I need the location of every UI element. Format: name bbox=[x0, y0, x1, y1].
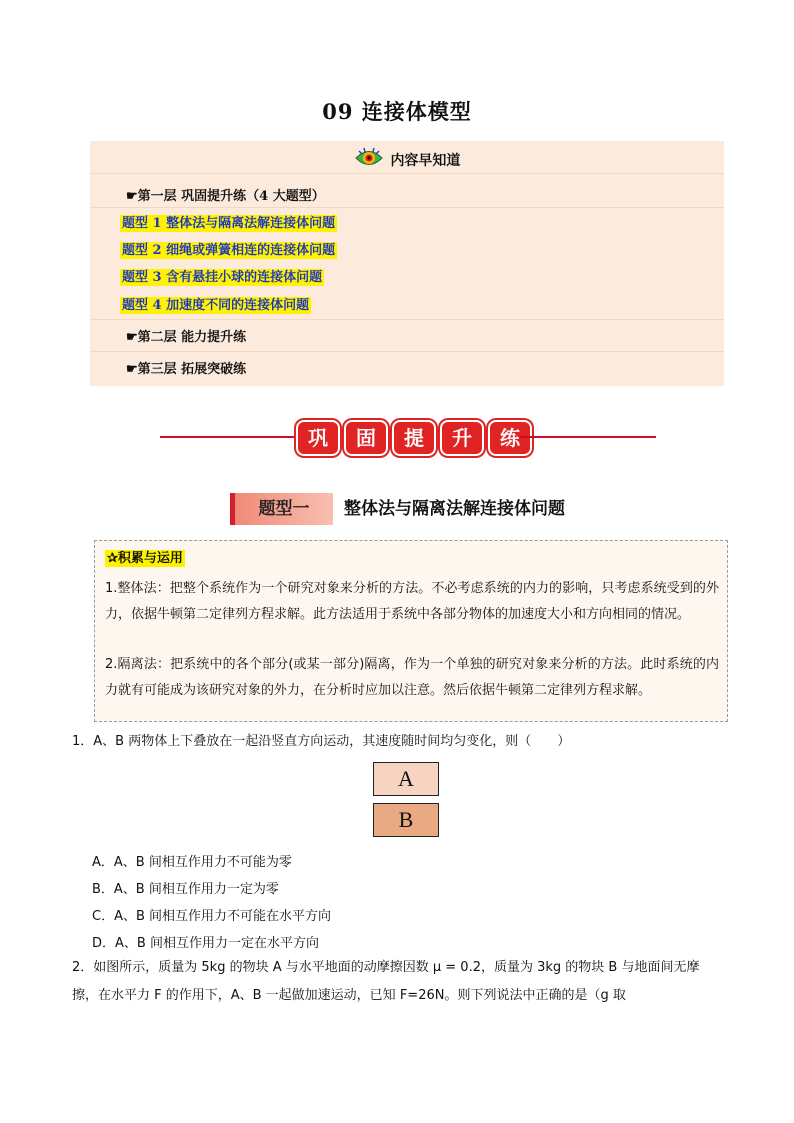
divider bbox=[90, 319, 724, 320]
question-type-tag: 题型一 bbox=[230, 493, 333, 525]
banner-char: 练 bbox=[488, 420, 532, 456]
type-3-link[interactable]: 题型 3 含有悬挂小球的连接体问题 bbox=[122, 270, 323, 285]
banner-rule-left bbox=[160, 436, 296, 438]
divider bbox=[90, 173, 724, 174]
layer-2-link[interactable]: ☛第二层 能力提升练 bbox=[126, 330, 247, 345]
contents-heading bbox=[90, 147, 724, 173]
option-d: D．A、B 间相互作用力一定在水平方向 bbox=[92, 936, 319, 951]
knowledge-paragraph-2: 2.隔离法：把系统中的各个部分(或某一部分)隔离，作为一个单独的研究对象来分析的方法。此时系统的内力就有可能成为该研究对象的外力，在分析时应加以注意。然后依据牛顿第二定律列方程求解。 bbox=[105, 657, 719, 698]
contents-overview-box bbox=[90, 141, 724, 386]
question-type-title: 整体法与隔离法解连接体问题 bbox=[344, 499, 565, 519]
page-title: 09 连接体模型 bbox=[322, 99, 472, 124]
divider bbox=[90, 351, 724, 352]
type-2-link[interactable]: 题型 2 细绳或弹簧相连的连接体问题 bbox=[122, 243, 336, 258]
banner-char: 升 bbox=[440, 420, 484, 456]
block-b: B bbox=[373, 803, 439, 837]
banner-char: 固 bbox=[344, 420, 388, 456]
type-4-link[interactable]: 题型 4 加速度不同的连接体问题 bbox=[122, 298, 310, 313]
question-2-line-2: 擦，在水平力 F 的作用下，A、B 一起做加速运动，已知 F=26N。则下列说法中正确的是（g 取 bbox=[72, 988, 626, 1003]
contents-heading-text: 内容早知道 bbox=[390, 153, 461, 169]
layer-1-link[interactable]: ☛第一层 巩固提升练（4 大题型） bbox=[126, 189, 325, 204]
banner-rule-right bbox=[520, 436, 656, 438]
question-2-line-1: 2．如图所示，质量为 5kg 的物块 A 与水平地面的动摩擦因数 μ = 0.2，质量为 3kg 的物块 B 与地面间无摩 bbox=[72, 960, 700, 975]
banner-char: 提 bbox=[392, 420, 436, 456]
option-a: A．A、B 间相互作用力不可能为零 bbox=[92, 855, 292, 870]
eye-icon bbox=[354, 147, 384, 173]
question-1-stem: 1．A、B 两物体上下叠放在一起沿竖直方向运动，其速度随时间均匀变化，则（ ） bbox=[72, 734, 571, 749]
knowledge-box bbox=[94, 540, 728, 722]
knowledge-title: ✰积累与运用 bbox=[107, 551, 183, 566]
divider bbox=[90, 207, 724, 208]
section-banner bbox=[160, 420, 656, 454]
knowledge-paragraph-1: 1.整体法：把整个系统作为一个研究对象来分析的方法。不必考虑系统的内力的影响，只考虑系统受到的外力，依据牛顿第二定律列方程求解。此方法适用于系统中各部分物体的加速度大小和方向相同的情况。 bbox=[105, 581, 719, 622]
layer-3-link[interactable]: ☛第三层 拓展突破练 bbox=[126, 362, 247, 377]
option-b: B．A、B 间相互作用力一定为零 bbox=[92, 882, 279, 897]
type-1-link[interactable]: 题型 1 整体法与隔离法解连接体问题 bbox=[122, 216, 336, 231]
banner-char: 巩 bbox=[296, 420, 340, 456]
option-c: C．A、B 间相互作用力不可能在水平方向 bbox=[92, 909, 332, 924]
banner-characters bbox=[296, 420, 532, 456]
block-a: A bbox=[373, 762, 439, 796]
